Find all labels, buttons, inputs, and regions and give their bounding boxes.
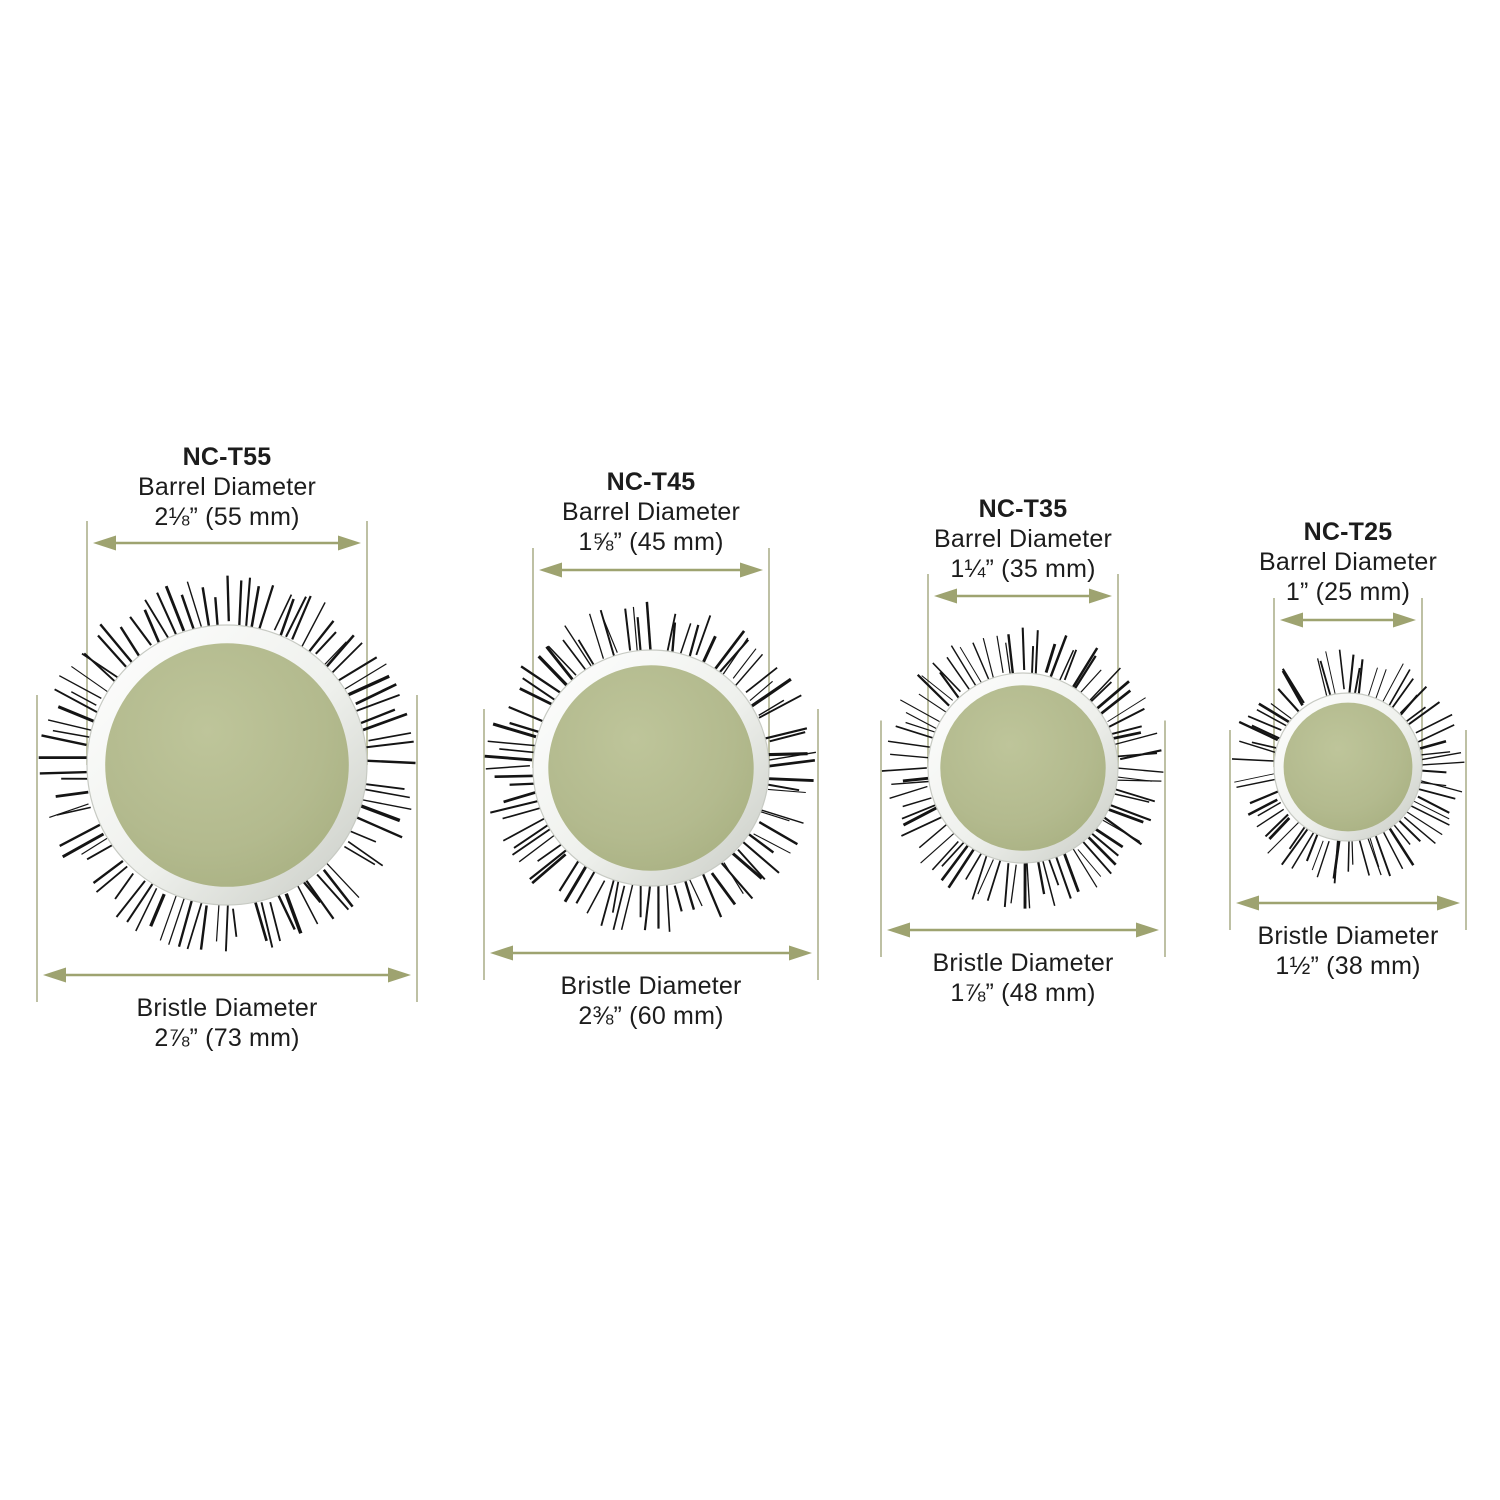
barrel-dimension-arrow: [934, 589, 1112, 604]
arrowhead-left: [1280, 613, 1303, 628]
barrel-diameter-value: 1¼” (35 mm): [950, 555, 1096, 583]
barrel-face: [548, 665, 753, 870]
barrel-diameter-caption: Barrel Diameter: [137, 473, 317, 501]
arrowhead-left: [490, 946, 513, 961]
bristle-diameter-caption: Bristle Diameter: [560, 972, 742, 1000]
barrel-dimension-arrow: [93, 536, 361, 551]
barrel-face: [940, 685, 1105, 850]
barrel-diameter-caption: Barrel Diameter: [1258, 548, 1438, 576]
arrowhead-right: [388, 968, 411, 983]
barrel-diameter-value: 1⅝” (45 mm): [578, 528, 724, 556]
barrel-diameter-caption: Barrel Diameter: [933, 525, 1113, 553]
bristle-dimension-arrow: [490, 946, 812, 961]
brush-illustration-NC-T25: [1230, 598, 1466, 930]
bristle-footer-nc-t55: [7, 993, 447, 1053]
arrowhead-left: [887, 923, 910, 938]
brush-illustration-NC-T45: [484, 548, 818, 980]
arrowhead-left: [934, 589, 957, 604]
brush-header-nc-t25: [1128, 517, 1500, 607]
arrowhead-left: [43, 968, 66, 983]
barrel-diameter-value: 1” (25 mm): [1285, 578, 1411, 606]
bristle-diameter-value: 1½” (38 mm): [1275, 952, 1421, 980]
arrowhead-left: [539, 563, 562, 578]
bristle-diameter-caption: Bristle Diameter: [136, 994, 318, 1022]
arrowhead-right: [1089, 589, 1112, 604]
barrel-dimension-arrow: [539, 563, 763, 578]
barrel-dimension-arrow: [1280, 613, 1416, 628]
arrowhead-right: [1393, 613, 1416, 628]
model-name-label: NC-T35: [978, 495, 1068, 523]
brush-illustration-NC-T35: [881, 574, 1165, 957]
bristle-dimension-arrow: [887, 923, 1159, 938]
arrowhead-right: [740, 563, 763, 578]
arrowhead-right: [1437, 896, 1460, 911]
bristle-dimension-arrow: [43, 968, 411, 983]
bristle-dimension-arrow: [1236, 896, 1460, 911]
barrel-diameter-caption: Barrel Diameter: [561, 498, 741, 526]
bristle-footer-nc-t25: [1128, 921, 1500, 981]
barrel-face: [105, 643, 349, 887]
brush-header-nc-t55: [7, 442, 447, 532]
bristle-diameter-value: 2⅜” (60 mm): [578, 1002, 724, 1030]
barrel-face: [1284, 703, 1413, 832]
barrel-diameter-value: 2⅛” (55 mm): [154, 503, 300, 531]
arrowhead-left: [1236, 896, 1259, 911]
arrowhead-right: [338, 536, 361, 551]
bristle-diameter-caption: Bristle Diameter: [1257, 922, 1439, 950]
brush-illustration-NC-T55: [37, 521, 417, 1002]
bristle-diameter-value: 1⅞” (48 mm): [950, 979, 1096, 1007]
bristle-diameter-caption: Bristle Diameter: [932, 949, 1114, 977]
model-name-label: NC-T55: [182, 443, 272, 471]
arrowhead-left: [93, 536, 116, 551]
model-name-label: NC-T45: [606, 468, 696, 496]
model-name-label: NC-T25: [1303, 518, 1393, 546]
bristle-diameter-value: 2⅞” (73 mm): [154, 1024, 300, 1052]
